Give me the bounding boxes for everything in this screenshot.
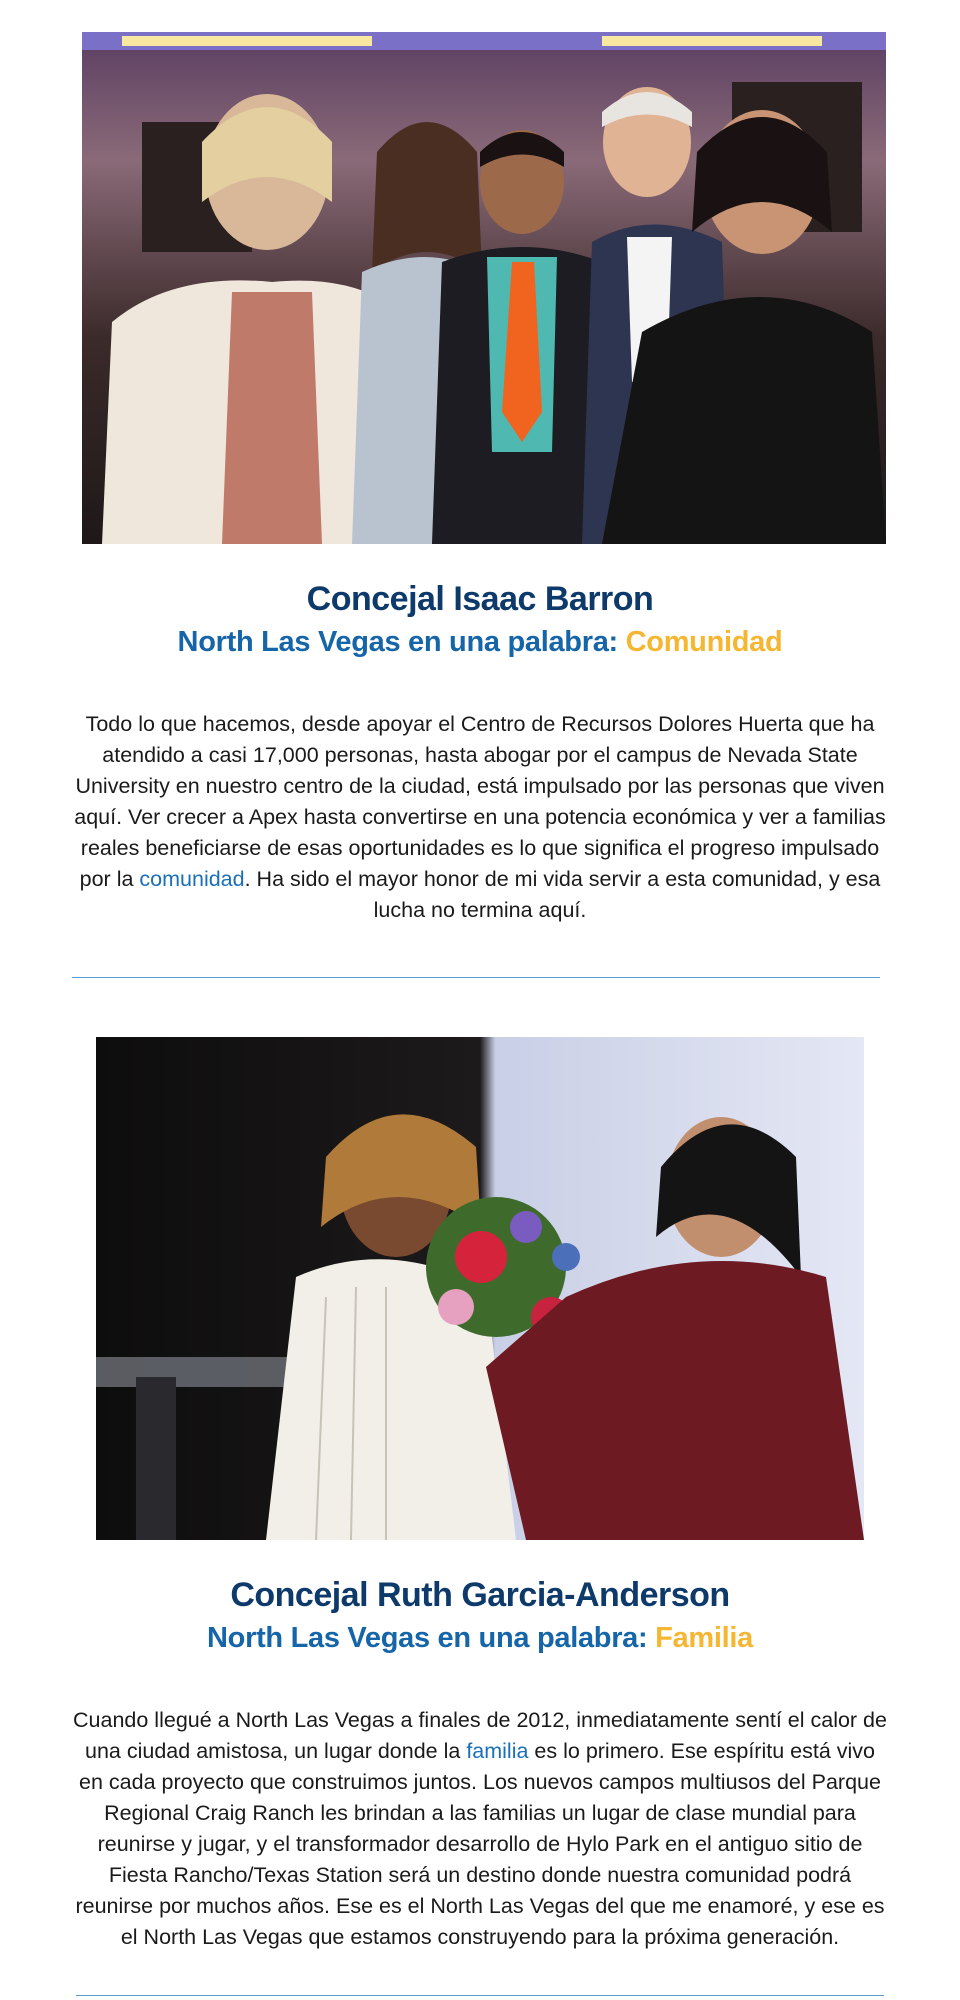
section-divider: [72, 977, 880, 978]
tagline-prefix: North Las Vegas en una palabra:: [207, 1622, 656, 1654]
quote-paragraph: [66, 709, 894, 926]
bouquet-photo: [96, 1037, 864, 1540]
group-photo-icon: [82, 32, 886, 544]
councilmember-name: Concejal Ruth Garcia-Anderson: [230, 1576, 730, 1614]
councilmember-name: Concejal Isaac Barron: [306, 580, 654, 618]
tagline: [0, 626, 960, 659]
tagline-word: Familia: [655, 1622, 753, 1654]
group-photo: [82, 32, 886, 544]
familia-link[interactable]: familia: [466, 1739, 529, 1763]
tagline-word: Comunidad: [625, 626, 783, 658]
bouquet-photo-icon: [96, 1037, 864, 1540]
quote-text-end: es lo primero. Ese espíritu está vivo en cada proyecto que construimos juntos. Los nuevos campos multiusos del Parque Regional Craig Ranch les brindan a las familias un lugar de clase mundial para reunirse y jugar, y el transformador desarrollo de Hylo Park en el antiguo sitio de Fiesta Rancho/Texas Station será un destino donde nuestra comunidad podrá reunirse por muchos años. Ese es el North Las Vegas del que me enamoré, y ese es el North Las Vegas que estamos construyendo para la próxima generación.: [75, 1739, 885, 1949]
tagline-prefix: North Las Vegas en una palabra:: [177, 626, 626, 658]
section-divider: [76, 1995, 884, 1996]
quote-text-start: Cuando llegué a North Las Vegas a finales de 2012, inmediatamente sentí el calor de una ciudad amistosa, un lugar donde la: [73, 1708, 887, 1763]
quote-text-start: Todo lo que hacemos, desde apoyar el Centro de Recursos Dolores Huerta que ha atendido a casi 17,000 personas, hasta abogar por el campus de Nevada State University en nuestro centro de la ciudad, está impulsado por las personas que viven aquí. Ver crecer a Apex hasta convertirse en una potencia económica y ver a familias reales beneficiarse de esas oportunidades es lo que significa el progreso impulsado por la: [74, 712, 886, 891]
tagline: [0, 1622, 960, 1655]
quote-text-end: . Ha sido el mayor honor de mi vida servir a esta comunidad, y esa lucha no termina aquí.: [244, 867, 881, 922]
comunidad-link[interactable]: comunidad: [139, 867, 245, 891]
quote-paragraph: [72, 1705, 888, 1953]
